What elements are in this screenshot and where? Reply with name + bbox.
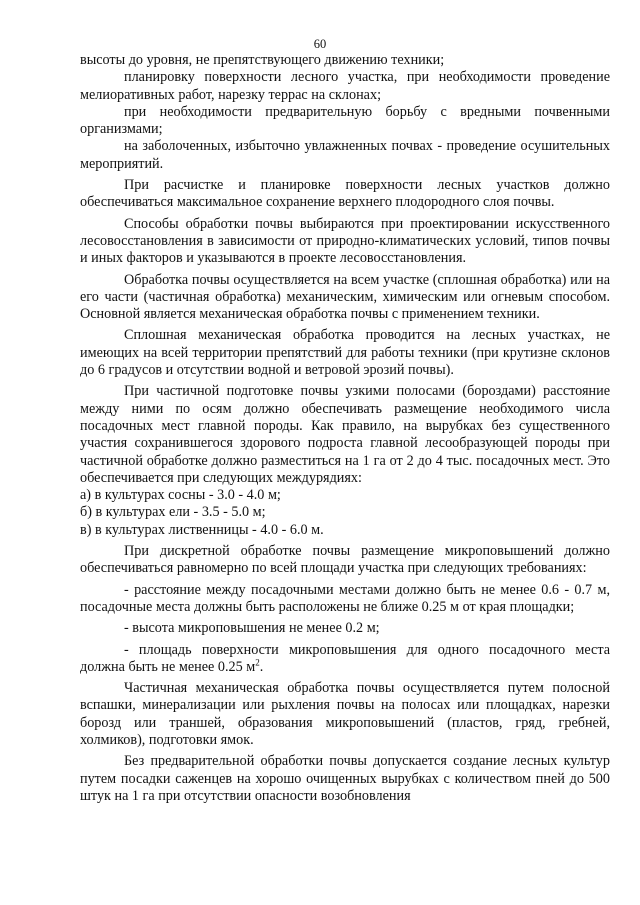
paragraph: на заболоченных, избыточно увлажненных почвах - проведение осушительных мероприятий. bbox=[80, 138, 610, 172]
paragraph: При дискретной обработке почвы размещение микроповышений должно обеспечиваться равномерно по всей площади участка при следующих требованиях: bbox=[80, 543, 610, 577]
page-number: 60 bbox=[313, 37, 327, 51]
superscript: 2 bbox=[255, 657, 260, 668]
requirement-item bbox=[80, 642, 610, 677]
paragraph: при необходимости предварительную борьбу с вредными почвенными организмами; bbox=[80, 103, 610, 138]
paragraph: планировку поверхности лесного участка, при необходимости проведение мелиоративных работ, нарезку террас на склонах; bbox=[80, 69, 610, 103]
list-item: а) в культурах сосны - 3.0 - 4.0 м; bbox=[80, 487, 281, 504]
paragraph: При частичной подготовке почвы узкими полосами (бороздами) расстояние между ними по осям должно обеспечивать размещение необходимого числа посадочных мест главной породы. Как правило, на вырубках без существенного участия сохранившегося здорового подроста главной лесообразующей породы при частичной обработке должно разместиться на 1 га от 2 до 4 тыс. посадочных мест. Это обеспечивается при следующих междурядиях: bbox=[80, 383, 610, 486]
paragraph: высоты до уровня, не препятствующего движению техники; bbox=[80, 52, 445, 68]
spacing-list bbox=[80, 487, 610, 539]
list-item: в) в культурах лиственницы - 4.0 - 6.0 м. bbox=[80, 521, 324, 538]
requirement-item: - высота микроповышения не менее 0.2 м; bbox=[124, 620, 380, 637]
requirement-text: - площадь поверхности микроповышения для одного посадочного места должна быть не менее 0.25 м bbox=[80, 641, 610, 675]
paragraph: Сплошная механическая обработка проводится на лесных участках, не имеющих на всей территории препятствий для работы техники (при крутизне склонов до 6 градусов и отсутствии водной и ветровой эрозий почвы). bbox=[80, 327, 610, 379]
paragraph: Способы обработки почвы выбираются при проектировании искусственного лесовосстановления в зависимости от природно-климатических условий, типов почвы и иных факторов и указываются в проекте лесовосстановления. bbox=[80, 215, 610, 267]
paragraph: Без предварительной обработки почвы допускается создание лесных культур путем посадки саженцев на хорошо очищенных вырубках с количеством пней до 500 штук на 1 га при отсутствии опасности возобновления bbox=[80, 753, 610, 804]
paragraph: Частичная механическая обработка почвы осуществляется путем полосной вспашки, минерализации или рыхления почвы на полосах или площадках, нарезки борозд или траншей, образования микроповышений (пластов, гряд, гребней, холмиков), подготовки ямок. bbox=[80, 680, 610, 748]
paragraph: При расчистке и планировке поверхности лесных участков должно обеспечиваться максимальное сохранение верхнего плодородного слоя почвы. bbox=[80, 177, 610, 211]
requirement-item: - расстояние между посадочными местами должно быть не менее 0.6 - 0.7 м, посадочные места должны быть расположены не ближе 0.25 м от края площадки; bbox=[80, 581, 610, 615]
paragraph: Обработка почвы осуществляется на всем участке (сплошная обработка) или на его части (частичная обработка) механическим, химическим или огневым способом. Основной является механическая обработка почвы с применением техники. bbox=[80, 271, 610, 323]
period: . bbox=[259, 658, 264, 675]
document-body bbox=[80, 52, 610, 805]
list-item: б) в культурах ели - 3.5 - 5.0 м; bbox=[80, 504, 266, 521]
